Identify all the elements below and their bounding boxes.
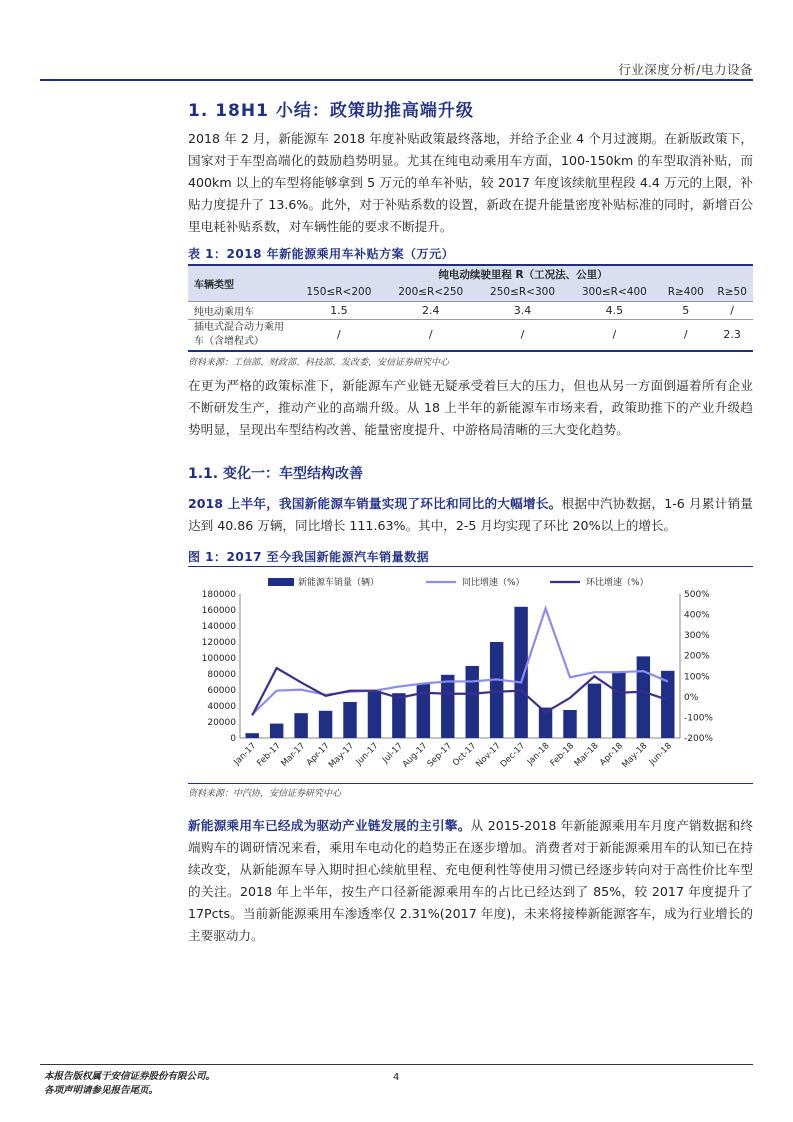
table-cell: / xyxy=(385,319,477,351)
bar xyxy=(588,684,601,738)
section-paragraph: 2018 年 2 月，新能源车 2018 年度补贴政策最终落地，并给予企业 4 个月过渡期。在新版政策下，国家对于车型高端化的鼓励趋势明显。尤其在纯电动乘用车方面，100-150km 的车型取消补贴，而 400km 以上的车型将能够拿到 5 万元的单车补贴，较 2017 年度该续航里程段 4.4 万元的上限，补贴力度提升了 13.6%。此外，对于补贴系数的设置，新政在提升能量密度补贴标准的同时，新增百公里电耗补贴系数，对车辆性能的要求不断提升。 xyxy=(188,131,753,234)
y-tick-label-right: 200% xyxy=(684,651,710,662)
table-cell: / xyxy=(660,319,711,351)
y-tick-label-right: 0% xyxy=(684,692,699,703)
subsection-title: 1.1. 变化一：车型结构改善 xyxy=(188,466,363,482)
x-tick-label: Jun-18 xyxy=(647,741,674,768)
row-label: 插电式混合动力乘用车（含增程式） xyxy=(188,319,293,351)
y-tick-label-left: 40000 xyxy=(207,702,236,712)
table-row xyxy=(188,301,753,319)
x-tick-label: Jul-17 xyxy=(380,741,406,766)
x-tick-label: Mar-17 xyxy=(279,741,308,769)
bar xyxy=(319,711,332,738)
y-tick-label-left: 100000 xyxy=(201,654,236,664)
x-tick-label: Sep-17 xyxy=(425,741,454,770)
x-tick-label: Apr-18 xyxy=(598,741,626,768)
y-tick-label-left: 80000 xyxy=(207,670,236,680)
bar xyxy=(246,733,259,738)
bar xyxy=(514,607,527,738)
table-cell: 3.4 xyxy=(477,301,569,319)
x-tick-label: Jun-17 xyxy=(354,741,381,768)
page-number: 4 xyxy=(393,1072,400,1083)
x-tick-label: Oct-17 xyxy=(451,741,479,769)
table-row xyxy=(188,319,753,351)
figure-top-rule xyxy=(188,566,753,567)
footer-line-1: 本报告版权属于安信证券股份有限公司。 xyxy=(44,1071,216,1082)
x-tick-label: May-18 xyxy=(620,741,650,771)
bar xyxy=(441,675,454,738)
y-tick-label-left: 180000 xyxy=(201,590,236,600)
x-tick-label: Jan-17 xyxy=(232,741,259,768)
table-cell: 4.5 xyxy=(568,301,660,319)
table-cell: 5 xyxy=(660,301,711,319)
column-header: 200≤R<250 xyxy=(385,283,477,301)
figure-bottom-rule xyxy=(188,783,753,784)
x-tick-label: May-17 xyxy=(326,741,357,771)
y-tick-label-left: 140000 xyxy=(201,622,236,632)
bar xyxy=(563,710,576,738)
paragraph-3 xyxy=(188,815,753,947)
lead-sentence: 2018 上半年，我国新能源车销量实现了环比和同比的大幅增长。 xyxy=(188,496,562,511)
bar xyxy=(294,713,307,738)
y-tick-label-left: 120000 xyxy=(201,638,236,648)
legend-label: 环比增速（%） xyxy=(586,578,649,588)
vehicle-type-header: 车辆类型 xyxy=(188,265,293,301)
legend-label: 同比增速（%） xyxy=(462,578,525,588)
table-cell: 1.5 xyxy=(293,301,385,319)
column-header: R≥50 xyxy=(711,283,753,301)
bar xyxy=(270,724,283,738)
paragraph-2: 在更为严格的政策标准下，新能源车产业链无疑承受着巨大的压力，但也从另一方面倒逼着所有企业不断研发生产，推动产业的高端升级。从 18 上半年的新能源车市场来看，政策助推下的产业升级趋势明显，呈现出车型结构改善、能量密度提升、中游格局清晰的三大变化趋势。 xyxy=(188,378,753,437)
section-title: 1. 18H1 小结：政策助推高端升级 xyxy=(188,101,474,121)
table-cell: / xyxy=(293,319,385,351)
figure-caption: 图 1：2017 至今我国新能源汽车销量数据 xyxy=(188,550,430,564)
column-header: R≥400 xyxy=(660,283,711,301)
y-tick-label-left: 60000 xyxy=(207,686,236,696)
bar xyxy=(490,642,503,738)
y-tick-label-right: 300% xyxy=(684,631,710,642)
column-header: 250≤R<300 xyxy=(477,283,569,301)
footer-divider xyxy=(40,1064,753,1065)
table-cell: 2.3 xyxy=(711,319,753,351)
figure-source: 资料来源：中汽协，安信证券研究中心 xyxy=(188,789,342,799)
header-title: 行业深度分析/电力设备 xyxy=(618,62,753,77)
lead-sentence: 新能源乘用车已经成为驱动产业链发展的主引擎。 xyxy=(188,818,471,833)
body-text: 根据中汽协数据，1-6 月累计销量达到 40.86 万辆，同比增长 111.63%。其中，2-5 月均实现了环比 20%以上的增长。 xyxy=(188,496,754,533)
x-tick-label: Mar-18 xyxy=(572,741,601,769)
table-source: 资料来源：工信部、财政部、科技部、发改委，安信证券研究中心 xyxy=(188,358,450,368)
page-header xyxy=(40,20,753,82)
bar xyxy=(637,656,650,738)
x-tick-label: Apr-17 xyxy=(304,741,332,768)
y-tick-label-left: 160000 xyxy=(201,606,236,616)
table-cell: / xyxy=(711,301,753,319)
x-tick-label: Nov-17 xyxy=(474,741,503,770)
footer-disclaimer xyxy=(44,1070,215,1098)
table-cell: 2.4 xyxy=(385,301,477,319)
range-header: 纯电动续驶里程 R（工况法、公里） xyxy=(293,265,753,283)
bar xyxy=(392,693,405,738)
bar xyxy=(466,666,479,738)
bar xyxy=(612,672,625,738)
row-label: 纯电动乘用车 xyxy=(188,301,293,319)
y-tick-label-right: -100% xyxy=(684,713,713,724)
sales-chart xyxy=(188,568,753,783)
column-header: 300≤R<400 xyxy=(568,283,660,301)
x-tick-label: Dec-17 xyxy=(498,741,528,770)
table-caption: 表 1：2018 年新能源乘用车补贴方案（万元） xyxy=(188,247,455,261)
y-tick-label-right: -200% xyxy=(684,734,713,744)
table-cell: / xyxy=(568,319,660,351)
bar xyxy=(343,702,356,738)
y-tick-label-left: 0 xyxy=(230,734,236,744)
bar xyxy=(368,690,381,738)
subsection-paragraph xyxy=(188,493,753,537)
table-cell: / xyxy=(477,319,569,351)
body-text: 从 2015-2018 年新能源乘用车月度产销数据和终端购车的调研情况来看，乘用车电动化的趋势正在逐步增加。消费者对于新能源乘用车的认知已在持续改变，从新能源车导入期时担心续航里程、充电便利性等使用习惯已经逐步转向对于高性价比车型的关注。2018 年上半年，按生产口径新能源乘用车的占比已经达到了 85%，较 2017 年度提升了 17Pcts。当前新能源乘用车渗透率仅 2.31%(2017 年度)，未来将接棒新能源客车，成为行业增长的主要驱动力。 xyxy=(188,818,754,943)
y-tick-label-right: 500% xyxy=(684,590,710,600)
yoy-line xyxy=(252,608,668,714)
legend-label: 新能源车销量（辆） xyxy=(298,578,380,588)
y-tick-label-right: 100% xyxy=(684,672,710,683)
subsidy-table xyxy=(188,264,753,352)
y-tick-label-left: 20000 xyxy=(207,718,236,728)
x-tick-label: Aug-17 xyxy=(400,741,430,770)
x-tick-label: Jan-18 xyxy=(525,741,552,768)
y-tick-label-right: 400% xyxy=(684,610,710,621)
column-header: 150≤R<200 xyxy=(293,283,385,301)
x-tick-label: Feb-18 xyxy=(548,741,577,769)
x-tick-label: Feb-17 xyxy=(255,741,283,769)
footer-line-2: 各项声明请参见报告尾页。 xyxy=(44,1085,159,1096)
header-divider xyxy=(40,79,753,81)
legend-swatch xyxy=(268,578,294,586)
